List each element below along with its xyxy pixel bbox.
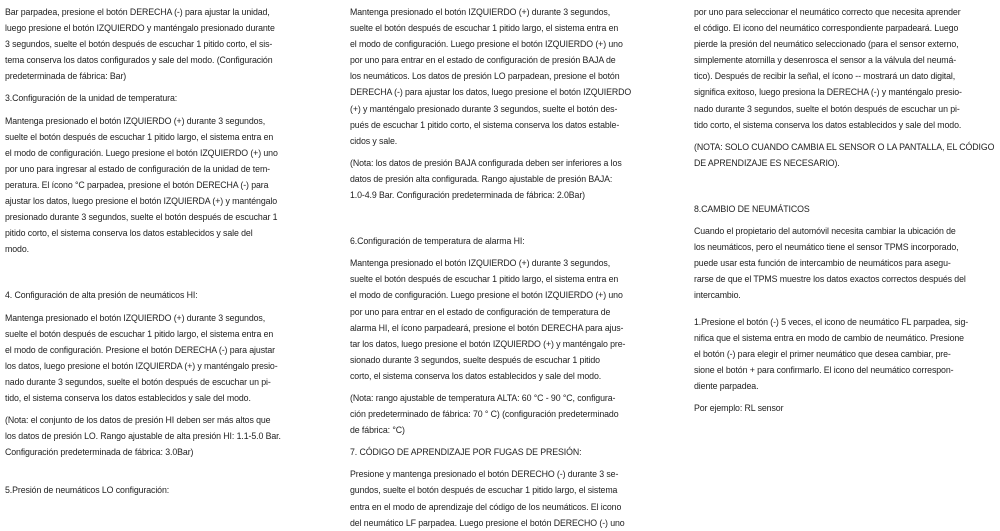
text-line: significa exitoso, luego presiona la DERECHA (-) y manténgalo presio- [694, 87, 962, 98]
paragraph [5, 482, 323, 498]
text-line: 3.Configuración de la unidad de temperatura: [5, 93, 178, 104]
text-line: (Nota: el conjunto de los datos de presión HI deben ser más altos que [5, 415, 271, 426]
text-line: tar los datos, luego presione el botón IZQUIERDO (+) y manténgalo pre- [350, 338, 626, 349]
text-line: Mantenga presionado el botón IZQUIERDO (+) durante 3 segundos, [350, 258, 611, 269]
text-line: 8.CAMBIO DE NEUMÁTICOS [694, 203, 810, 214]
text-line: Configuración predeterminada de fábrica: 3.0Bar) [5, 447, 194, 458]
paragraph-spacer [694, 171, 994, 201]
paragraph [350, 233, 668, 249]
paragraph [694, 223, 994, 303]
text-line: puede usar esta función de intercambio de neumáticos para asegu- [694, 258, 951, 269]
text-line: los datos, luego presione el botón IZQUIERDA (+) y manténgalo presio- [5, 360, 278, 371]
paragraph [694, 139, 994, 171]
text-line: presionado durante 3 segundos, suelte el botón después de escuchar 1 [5, 212, 278, 223]
text-line: Mantenga presionado el botón IZQUIERDO (+) durante 3 segundos, [5, 312, 266, 323]
text-line: suelte el botón después de escuchar 1 pitido largo, el sistema entra en [5, 328, 274, 339]
text-line: (Nota: los datos de presión BAJA configurada deben ser inferiores a los [350, 157, 622, 168]
text-line: Presione y mantenga presionado el botón DERECHO (-) durante 3 se- [350, 469, 619, 480]
text-line: el modo de configuración. Luego presione el botón IZQUIERDO (+) uno [5, 147, 278, 158]
text-line: 6.Configuración de temperatura de alarma HI: [350, 236, 525, 247]
paragraph [5, 412, 323, 460]
text-line: pierde la presión del neumático seleccionado (para el sensor externo, [694, 39, 959, 50]
paragraph [694, 400, 994, 416]
text-line: por uno para ingresar al estado de configuración de la unidad de tem- [5, 163, 271, 174]
text-line: pués de escuchar 1 pitido corto, el sistema conserva los datos estable- [350, 119, 620, 130]
paragraph [350, 444, 668, 460]
text-line: por uno para entrar en el estado de configuración de presión BAJA de [350, 55, 616, 66]
text-line: de fábrica: °C) [350, 425, 405, 436]
text-line: por uno para seleccionar el neumático correcto que necesita aprender [694, 7, 961, 17]
text-line: Mantenga presionado el botón IZQUIERDO (+) durante 3 segundos, [350, 7, 611, 17]
text-line: nado durante 3 segundos, suelte el botón después de escuchar un pi- [5, 376, 271, 387]
paragraph [5, 113, 323, 258]
text-line: 5.Presión de neumáticos LO configuración: [5, 485, 170, 496]
paragraph [5, 90, 323, 106]
text-line: datos de presión alta configurada. Rango ajustable de presión BAJA: [350, 173, 613, 184]
text-column-left [5, 4, 323, 498]
text-line: suelte el botón después de escuchar 1 pitido largo, el sistema entra en [350, 23, 619, 34]
text-line: intercambio. [694, 290, 741, 301]
text-line: tido, el sistema conserva los datos establecidos y sale del modo. [5, 392, 251, 403]
text-column-middle [350, 4, 668, 531]
text-line: entra en el modo de aprendizaje del código de los neumáticos. El icono [350, 501, 622, 512]
text-line: DE APRENDIZAJE ES NECESARIO). [694, 157, 840, 168]
paragraph [350, 466, 668, 530]
paragraph [350, 255, 668, 384]
text-line: suelte el botón después de escuchar 1 pitido largo, el sistema entra en [350, 274, 619, 285]
text-line: tido corto, el sistema conserva los datos establecidos y sale del modo. [694, 119, 962, 130]
text-line: 7. CÓDIGO DE APRENDIZAJE POR FUGAS DE PRESIÓN: [350, 447, 582, 458]
text-line: el modo de configuración. Presione el botón DERECHA (-) para ajustar [5, 344, 275, 355]
text-line: diente parpadea. [694, 380, 759, 391]
text-line: alarma HI, el ícono parpadeará, presione el botón DERECHA para ajus- [350, 322, 624, 333]
paragraph-spacer [694, 304, 994, 314]
text-line: Cuando el propietario del automóvil necesita cambiar la ubicación de [694, 226, 956, 237]
paragraph-spacer [5, 460, 323, 482]
text-line: el modo de configuración. Luego presione el botón IZQUIERDO (+) uno [350, 290, 623, 301]
text-line: DERECHA (-) para ajustar los datos, luego presione el botón IZQUIERDO [350, 87, 632, 98]
text-column-right [694, 4, 994, 416]
text-line: 1.0-4.9 Bar. Configuración predeterminada de fábrica: 2.0Bar) [350, 190, 585, 201]
text-line: del neumático LF parpadea. Luego presione el botón DERECHO (-) uno [350, 517, 625, 528]
text-line: gundos, suelte el botón después de escuchar 1 pitido largo, el sistema [350, 485, 618, 496]
text-line: ción predeterminado de fábrica: 70 ° C) (configuración predeterminado [350, 409, 619, 420]
paragraph-spacer [5, 257, 323, 287]
text-line: sione el botón + para confirmarlo. El icono del neumático correspon- [694, 364, 954, 375]
paragraph [694, 201, 994, 217]
text-line: rarse de que el TPMS muestre los datos exactos correctos después del [694, 274, 966, 285]
paragraph-spacer [350, 203, 668, 233]
paragraph [350, 390, 668, 438]
paragraph [694, 4, 994, 133]
text-line: luego presione el botón IZQUIERDO y manténgalo presionado durante [5, 23, 275, 34]
text-line: (Nota: rango ajustable de temperatura ALTA: 60 °C - 90 °C, configura- [350, 392, 616, 403]
text-line: tico). Después de recibir la señal, el ícono -- mostrará un dato digital, [694, 71, 956, 82]
text-line: cidos y sale. [350, 135, 398, 146]
text-line: ajustar los datos, luego presione el botón IZQUIERDA (+) y manténgalo [5, 196, 278, 207]
text-line: Bar parpadea, presione el botón DERECHA (-) para ajustar la unidad, [5, 7, 270, 17]
text-line: peratura. El ícono °C parpadea, presione el botón DERECHA (-) para [5, 179, 269, 190]
text-line: nado durante 3 segundos, suelte el botón después de escuchar un pi- [694, 103, 960, 114]
text-line: Por ejemplo: RL sensor [694, 402, 784, 413]
text-line: tema conserva los datos configurados y sale del modo. (Configuración [5, 55, 273, 66]
text-line: 3 segundos, suelte el botón después de escuchar 1 pitido corto, el sis- [5, 39, 273, 50]
text-line: el modo de configuración. Luego presione el botón IZQUIERDO (+) uno [350, 39, 623, 50]
text-line: corto, el sistema conserva los datos establecidos y sale del modo. [350, 370, 602, 381]
text-line: (+) y manténgalo presionado durante 3 segundos, suelte el botón des- [350, 103, 618, 114]
text-line: los datos de presión LO. Rango ajustable de alta presión HI: 1.1-5.0 Bar. [5, 431, 281, 442]
paragraph [5, 310, 323, 407]
paragraph [350, 155, 668, 203]
text-line: el código. El icono del neumático correspondiente parpadeará. Luego [694, 23, 959, 34]
text-line: predeterminada de fábrica: Bar) [5, 71, 127, 82]
text-line: (NOTA: SOLO CUANDO CAMBIA EL SENSOR O LA PANTALLA, EL CÓDIGO [694, 141, 995, 152]
text-line: pitido corto, el sistema conserva los datos establecidos y sale del [5, 228, 253, 239]
paragraph [350, 4, 668, 149]
text-line: los neumáticos, pero el neumático tiene el sensor TPMS incorporado, [694, 242, 959, 253]
text-line: los neumáticos. Los datos de presión LO parpadean, presione el botón [350, 71, 620, 82]
text-line: modo. [5, 244, 29, 255]
text-line: Mantenga presionado el botón IZQUIERDO (+) durante 3 segundos, [5, 115, 266, 126]
text-line: el botón (-) para elegir el primer neumático que desea cambiar, pre- [694, 348, 951, 359]
text-line: 1.Presione el botón (-) 5 veces, el icono de neumático FL parpadea, sig- [694, 316, 969, 327]
text-line: simplemente atornilla y desenrosca el sensor a la válvula del neumá- [694, 55, 957, 66]
paragraph [5, 4, 323, 84]
text-line: sionado durante 3 segundos, suelte después de escuchar 1 pitido [350, 354, 600, 365]
paragraph [694, 314, 994, 394]
text-line: por uno para entrar en el estado de configuración de temperatura de [350, 306, 611, 317]
text-line: nifica que el sistema entra en modo de cambio de neumático. Presione [694, 332, 964, 343]
text-line: 4. Configuración de alta presión de neumáticos HI: [5, 290, 198, 301]
text-line: suelte el botón después de escuchar 1 pitido largo, el sistema entra en [5, 131, 274, 142]
paragraph [5, 287, 323, 303]
